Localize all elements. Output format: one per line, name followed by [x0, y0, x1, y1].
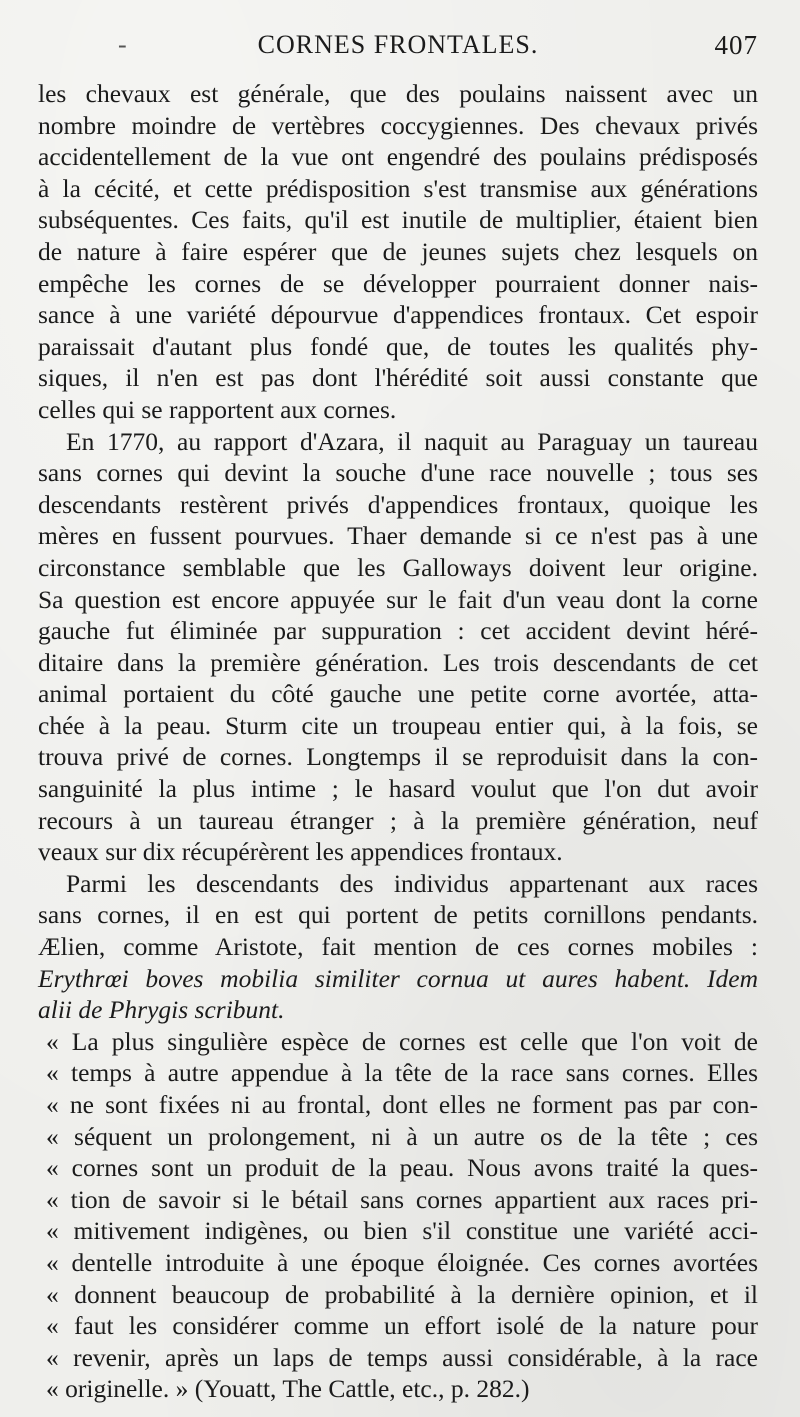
- text-line: recours à un taureau étranger ; à la première génération, neuf: [38, 805, 758, 835]
- text-line: circonstance semblable que les Galloways doivent leur origine.: [38, 552, 758, 582]
- quoted-line: « faut les considérer comme un effort isolé de la nature pour: [46, 1311, 758, 1341]
- text-line: les chevaux est générale, que des poulains naissent avec un: [38, 79, 758, 108]
- quoted-line: « séquent un prolongement, ni à un autre os de la tête ; ces: [46, 1121, 758, 1151]
- text-line: ditaire dans la première génération. Les trois descendants de cet: [38, 647, 758, 677]
- quoted-line: « temps à autre appendue à la tête de la race sans cornes. Elles: [46, 1058, 758, 1088]
- text-line: accidentellement de la vue ont engendré des poulains prédisposés: [38, 142, 758, 172]
- quoted-line: « revenir, après un laps de temps aussi considérable, à la race: [46, 1342, 758, 1372]
- text-line: animal portaient du côté gauche une petite corne avortée, atta-: [38, 679, 758, 709]
- quoted-line: « La plus singulière espèce de cornes est celle que l'on voit de: [46, 1026, 758, 1056]
- quoted-line: « mitivement indigènes, ou bien s'il constitue une variété acci-: [46, 1216, 758, 1246]
- text-line: trouva privé de cornes. Longtemps il se reproduisit dans la con-: [38, 742, 758, 772]
- text-line: de nature à faire espérer que de jeunes sujets chez lesquels on: [38, 236, 758, 266]
- text-line: sanguinité la plus intime ; le hasard voulut que l'on dut avoir: [38, 774, 758, 804]
- quoted-line: « tion de savoir si le bétail sans cornes appartient aux races pri-: [46, 1184, 758, 1214]
- quoted-line: « dentelle introduite à une époque éloignée. Ces cornes avortées: [46, 1247, 758, 1277]
- quoted-line: « cornes sont un produit de la peau. Nous avons traité la ques-: [46, 1153, 758, 1183]
- text-line: siques, il n'en est pas dont l'hérédité soit aussi constante que: [38, 363, 758, 393]
- text-line: nombre moindre de vertèbres coccygiennes. Des chevaux privés: [38, 110, 758, 140]
- text-line: paraissait d'autant plus fondé que, de toutes les qualités phy-: [38, 331, 758, 361]
- text-line: empêche les cornes de se développer pourraient donner nais-: [38, 268, 758, 298]
- quoted-line: « ne sont fixées ni au frontal, dont elles ne forment pas par con-: [46, 1090, 758, 1119]
- text-line: Parmi les descendants des individus appartenant aux races: [66, 868, 758, 898]
- page-number: 407: [714, 30, 758, 60]
- text-line: descendants restèrent privés d'appendices frontaux, quoique les: [38, 489, 758, 519]
- text-line: Ælien, comme Aristote, fait mention de ces cornes mobiles :: [38, 932, 758, 962]
- text-line: chée à la peau. Sturm cite un troupeau entier qui, à la fois, se: [38, 710, 758, 740]
- text-line: subséquentes. Ces faits, qu'il est inutile de multiplier, étaient bien: [38, 205, 758, 235]
- text-line: veaux sur dix récupérèrent les appendices frontaux.: [38, 837, 563, 867]
- text-line: à la cécité, et cette prédisposition s'est transmise aux générations: [38, 173, 758, 203]
- text-line: gauche fut éliminée par suppuration : cet accident devint héré-: [38, 616, 758, 646]
- running-head: [38, 28, 758, 68]
- quoted-line: « donnent beaucoup de probabilité à la dernière opinion, et il: [46, 1279, 758, 1309]
- latin-quote-line: Erythrœi boves mobilia similiter cornua ut aures habent. Idem: [38, 963, 758, 993]
- text-line: En 1770, au rapport d'Azara, il naquit au Paraguay un taureau: [66, 426, 758, 456]
- latin-quote-line: alii de Phrygis scribunt.: [38, 995, 285, 1025]
- text-line: celles qui se rapportent aux cornes.: [38, 394, 397, 424]
- text-line: Sa question est encore appuyée sur le fait d'un veau dont la corne: [38, 584, 758, 614]
- text-line: sance à une variété dépourvue d'appendices frontaux. Cet espoir: [38, 300, 758, 330]
- body-text: [38, 78, 758, 1405]
- chapter-title: CORNES FRONTALES.: [257, 30, 539, 59]
- header-dash: -: [118, 30, 128, 59]
- text-line: sans cornes, il en est qui portent de petits cornillons pendants.: [38, 900, 758, 930]
- text-line: mères en fussent pourvues. Thaer demande si ce n'est pas à une: [38, 521, 758, 551]
- quoted-line: « originelle. » (Youatt, The Cattle, etc., p. 282.): [46, 1374, 530, 1404]
- text-line: sans cornes qui devint la souche d'une race nouvelle ; tous ses: [38, 458, 758, 488]
